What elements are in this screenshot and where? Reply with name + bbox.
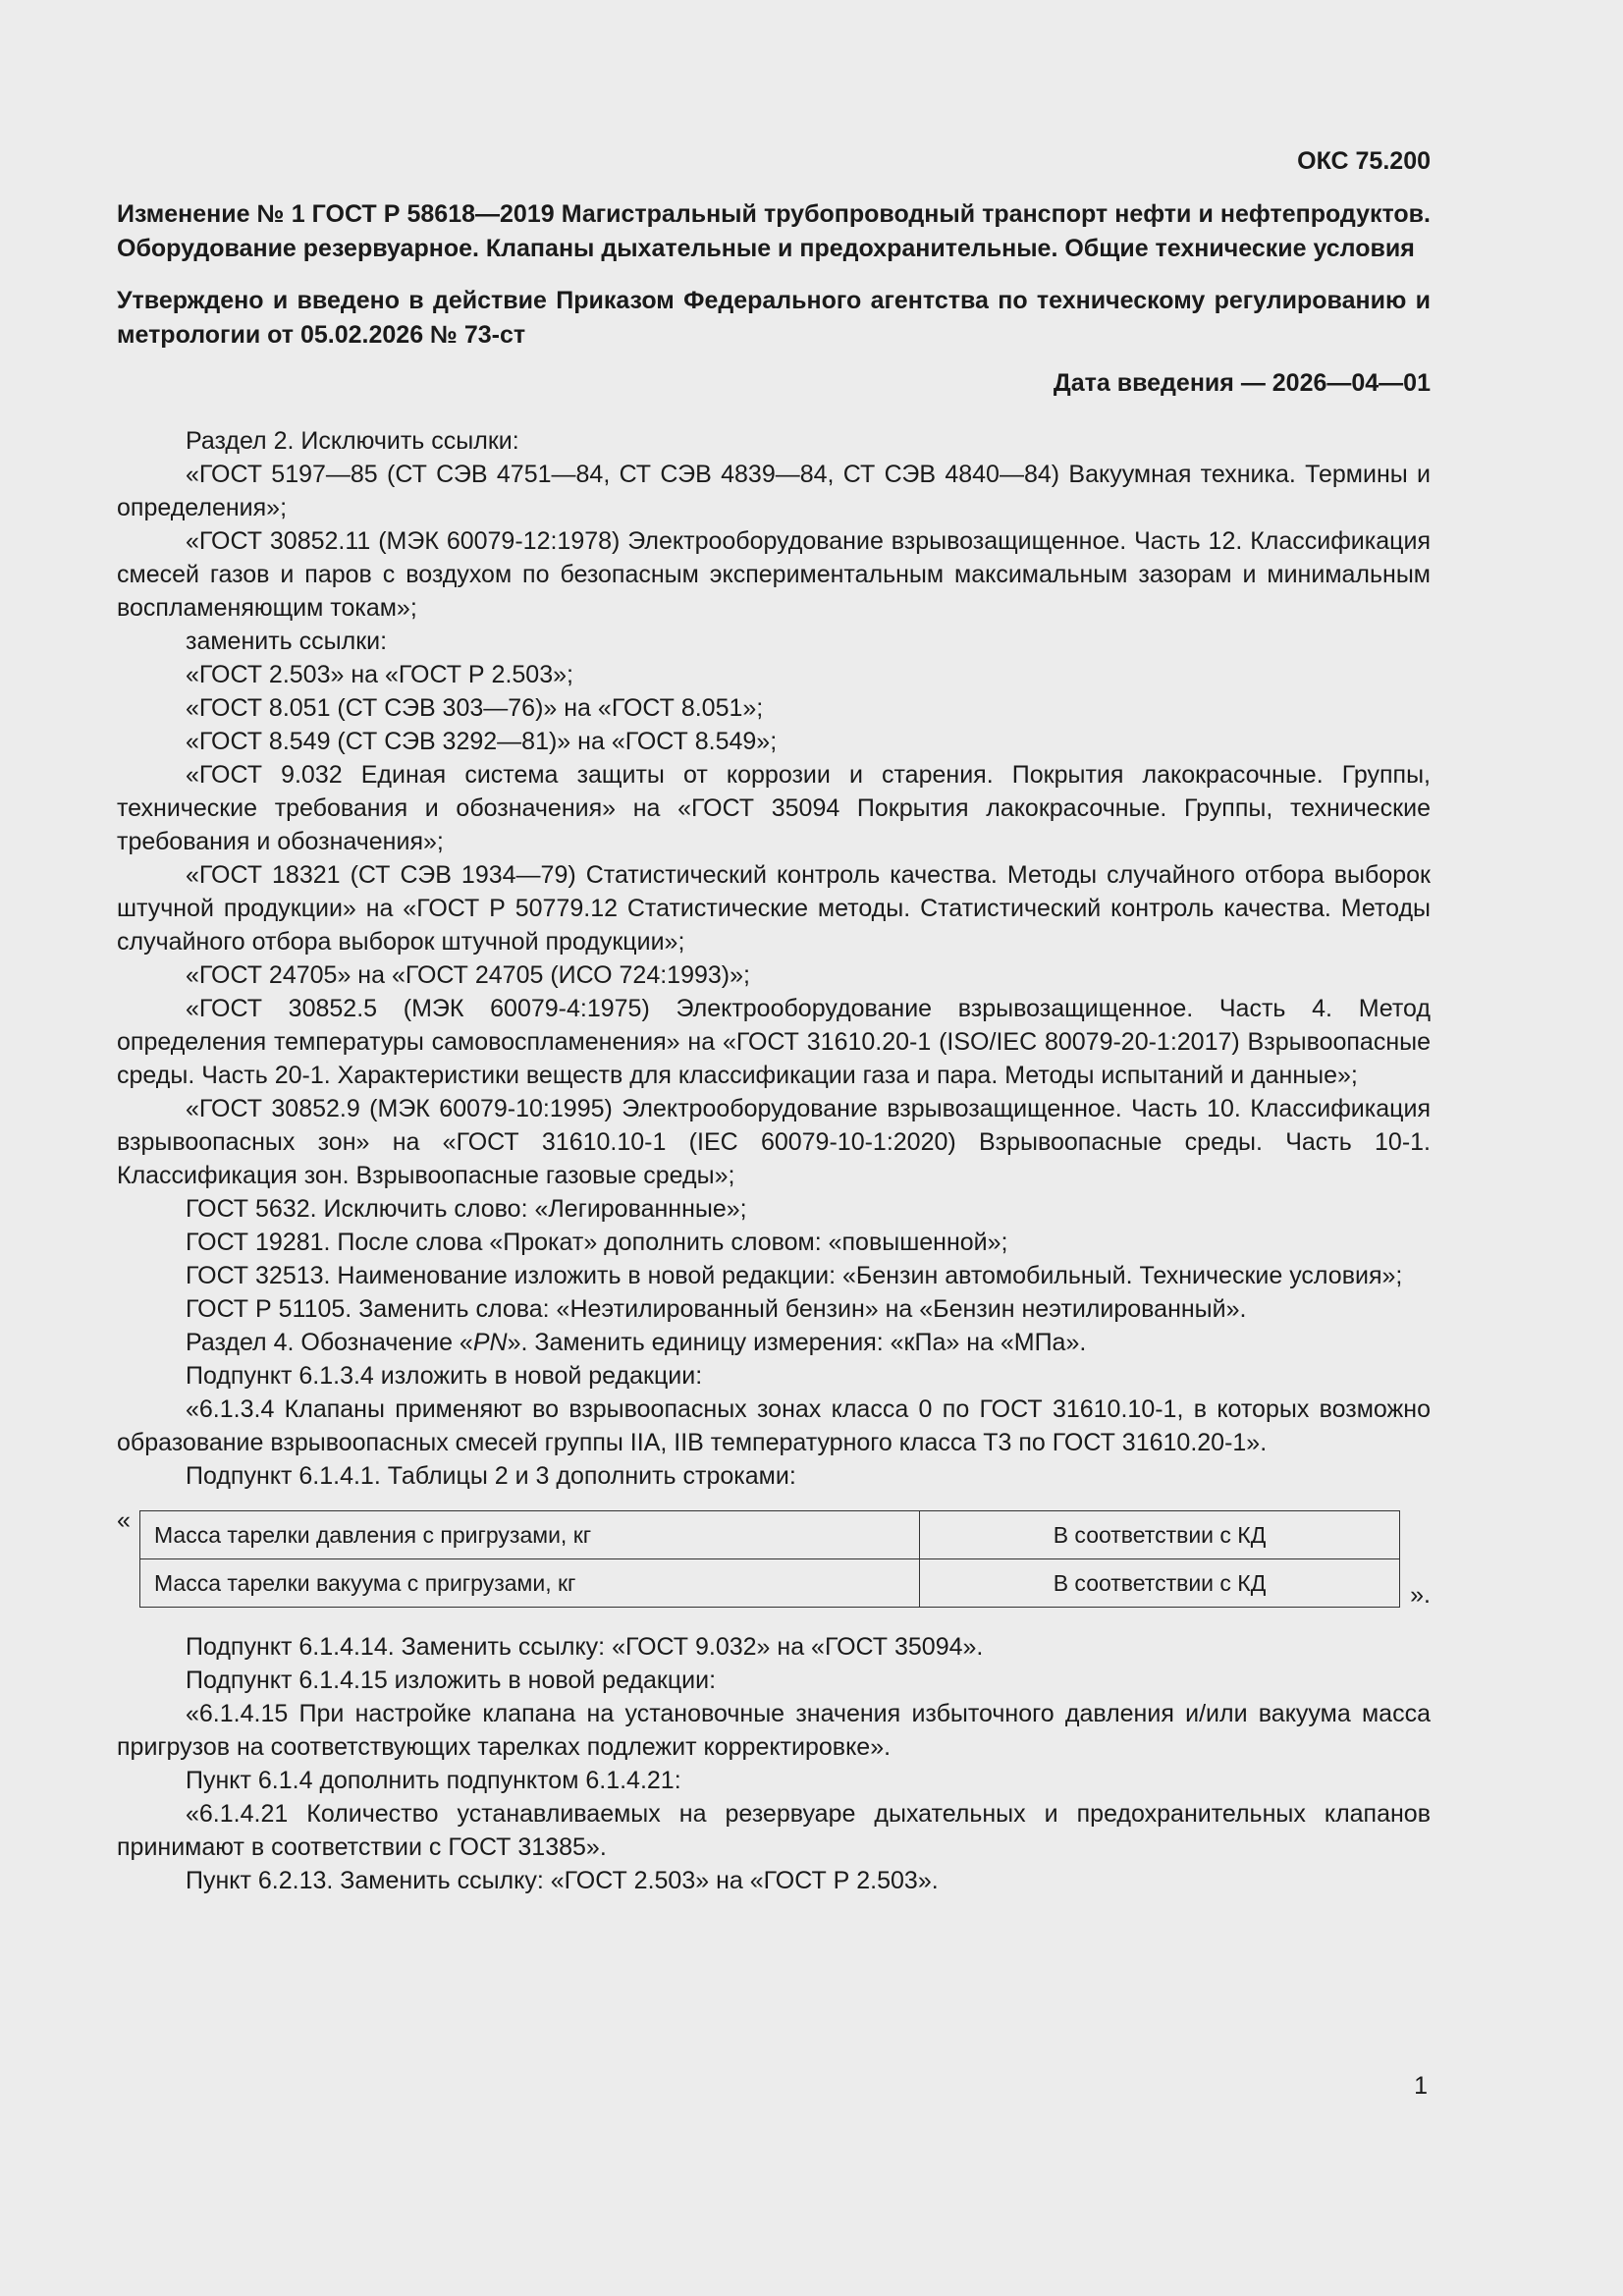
body-paragraph: Пункт 6.1.4 дополнить подпунктом 6.1.4.21: [186,1767,681,1794]
table-close-quote: ». [1410,1581,1431,1609]
table-cell-parameter: Масса тарелки давления с пригрузами, кг [140,1511,920,1559]
body-paragraph: Раздел 2. Исключить ссылки: [186,427,519,455]
document-title: Изменение № 1 ГОСТ Р 58618—2019 Магистральный трубопроводный транспорт нефти и нефтепродуктов. Оборудование резервуарное. Клапаны дыхательные и предохранительные. Общие технические условия [117,200,1431,262]
body-paragraph: Подпункт 6.1.3.4 изложить в новой редакции: [186,1362,703,1390]
page-number: 1 [1414,2072,1428,2100]
document-page [117,147,1431,1897]
body-paragraph: «6.1.4.21 Количество устанавливаемых на резервуаре дыхательных и предохранительных клапанов принимают в соответствии с ГОСТ 31385». [117,1800,1431,1861]
body-paragraph: «ГОСТ 8.549 (СТ СЭВ 3292—81)» на «ГОСТ 8.549»; [186,728,778,755]
paragraphs-mid [117,1359,1431,1493]
table-open-quote: « [117,1506,131,1534]
body-paragraph: «ГОСТ 8.051 (СТ СЭВ 303—76)» на «ГОСТ 8.051»; [186,694,764,722]
inserted-table-block [117,1506,1431,1611]
body-paragraph: «ГОСТ 30852.11 (МЭК 60079-12:1978) Электрооборудование взрывозащищенное. Часть 12. Классификация смесей газов и паров с воздухом по безопасным экспериментальным максимальным зазорам и минимальным воспламеняющим токам»; [117,527,1431,622]
body-paragraph: Подпункт 6.1.4.1. Таблицы 2 и 3 дополнить строками: [186,1462,796,1490]
body-paragraph: «ГОСТ 30852.9 (МЭК 60079-10:1995) Электрооборудование взрывозащищенное. Часть 10. Классификация взрывоопасных зон» на «ГОСТ 31610.10-1 (IEC 60079-10-1:2020) Взрывоопасные среды. Часть 10-1. Классификация зон. Взрывоопасные газовые среды»; [117,1095,1431,1189]
body-paragraph: Пункт 6.2.13. Заменить ссылку: «ГОСТ 2.503» на «ГОСТ Р 2.503». [186,1867,939,1894]
effective-date: Дата введения — 2026—04—01 [1053,369,1431,397]
table-row [140,1559,1400,1608]
body-paragraph: «6.1.3.4 Клапаны применяют во взрывоопасных зонах класса 0 по ГОСТ 31610.10-1, в которых возможно образование взрывоопасных смесей группы IIA, IIB температурного класса Т3 по ГОСТ 31610.20-1». [117,1395,1431,1456]
paragraphs-before [117,424,1431,1326]
pn-symbol: PN [472,1329,508,1356]
table-row [140,1511,1400,1559]
body-paragraph: «ГОСТ 30852.5 (МЭК 60079-4:1975) Электрооборудование взрывозащищенное. Часть 4. Метод определения температуры самовоспламенения» на «ГОСТ 31610.20-1 (ISO/IEC 80079-20-1:2017) Взрывоопасные среды. Часть 20-1. Характеристики веществ для классификации газа и пара. Методы испытаний и данные»; [117,995,1431,1089]
body-paragraph: Подпункт 6.1.4.15 изложить в новой редакции: [186,1667,717,1694]
body-paragraph: «ГОСТ 18321 (СТ СЭВ 1934—79) Статистический контроль качества. Методы случайного отбора выборок штучной продукции» на «ГОСТ Р 50779.12 Статистические методы. Статистический контроль качества. Методы случайного отбора выборок штучной продукции»; [117,861,1431,956]
oks-code: ОКС 75.200 [1297,147,1431,175]
body-paragraph: ГОСТ 32513. Наименование изложить в новой редакции: «Бензин автомобильный. Технические условия»; [186,1262,1403,1289]
body-paragraph: «ГОСТ 5197—85 (СТ СЭВ 4751—84, СТ СЭВ 4839—84, СТ СЭВ 4840—84) Вакуумная техника. Термины и определения»; [117,461,1431,521]
document-body [117,424,1431,1897]
body-paragraph: «ГОСТ 9.032 Единая система защиты от коррозии и старения. Покрытия лакокрасочные. Группы, технические требования и обозначения» на «ГОСТ 35094 Покрытия лакокрасочные. Группы, технические требования и обозначения»; [117,761,1431,855]
table-cell-value: В соответствии с КД [920,1511,1400,1559]
table-cell-value: В соответствии с КД [920,1559,1400,1608]
body-paragraph: ГОСТ 19281. После слова «Прокат» дополнить словом: «повышенной»; [186,1229,1008,1256]
body-paragraph: «6.1.4.15 При настройке клапана на установочные значения избыточного давления и/или вакуума масса пригрузов на соответствующих тарелках подлежит корректировке». [117,1700,1431,1761]
approval-statement: Утверждено и введено в действие Приказом Федерального агентства по техническому регулированию и метрологии от 05.02.2026 № 73-ст [117,287,1431,349]
body-paragraph: заменить ссылки: [186,628,388,655]
body-paragraph: ГОСТ 5632. Исключить слово: «Легированнные»; [186,1195,747,1223]
body-paragraph: «ГОСТ 2.503» на «ГОСТ Р 2.503»; [186,661,573,688]
paragraphs-after [117,1630,1431,1897]
body-paragraph: «ГОСТ 24705» на «ГОСТ 24705 (ИСО 724:1993)»; [186,961,750,989]
table-cell-parameter: Масса тарелки вакуума с пригрузами, кг [140,1559,920,1608]
body-paragraph: Подпункт 6.1.4.14. Заменить ссылку: «ГОСТ 9.032» на «ГОСТ 35094». [186,1633,984,1661]
section4-paragraph: Раздел 4. Обозначение «PN». Заменить единицу измерения: «кПа» на «МПа». [186,1329,1087,1356]
body-paragraph: ГОСТ Р 51105. Заменить слова: «Неэтилированный бензин» на «Бензин неэтилированный». [186,1295,1247,1323]
inserted-rows-table [139,1510,1400,1608]
